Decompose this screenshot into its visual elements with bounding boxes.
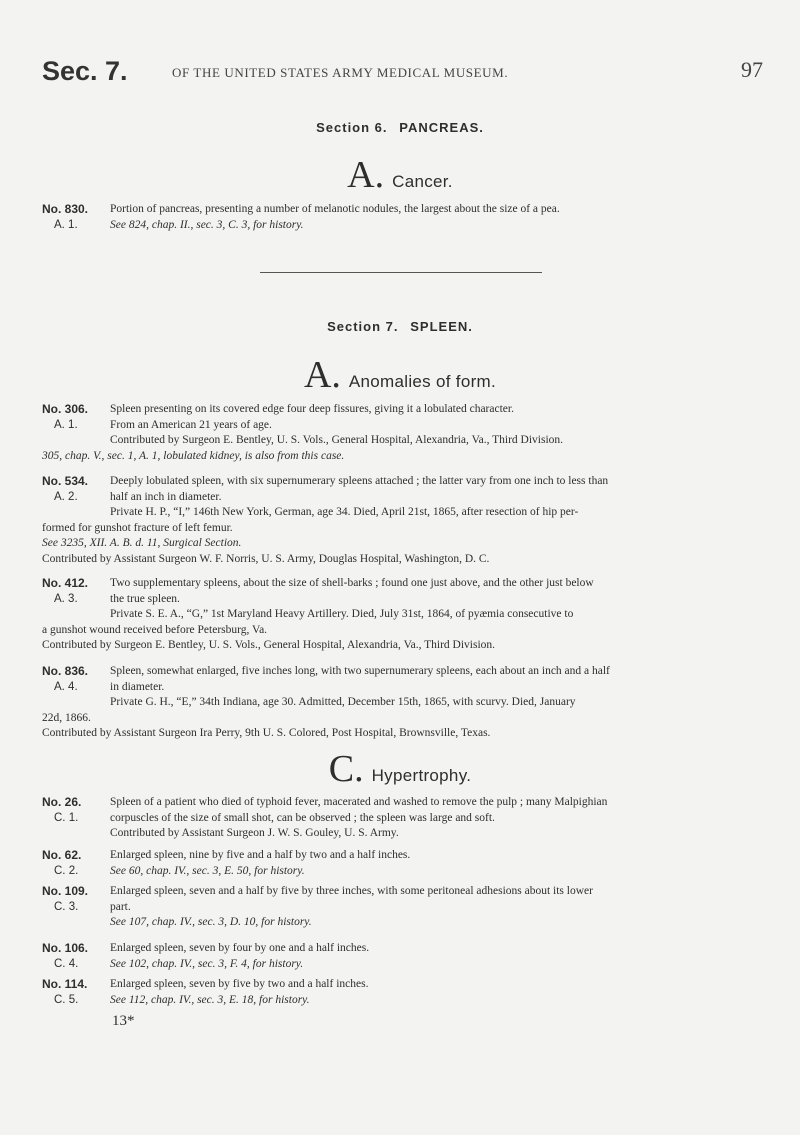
- entry-number: No. 106.: [42, 941, 89, 955]
- entry-reference: See 60, chap. IV., sec. 3, E. 50, for history.: [110, 864, 305, 877]
- section-7-subheading-a: [0, 356, 800, 394]
- entry-number: No. 109.: [42, 884, 89, 898]
- entry-text: Private G. H., “E,” 34th Indiana, age 30. Admitted, December 15th, 1865, with scurvy. Died, January: [110, 696, 576, 709]
- entry-number: No. 26.: [42, 795, 82, 809]
- entry-class: C. 3.: [54, 901, 79, 913]
- section-7-title: [0, 319, 800, 335]
- section-7-subheading-c: [0, 750, 800, 788]
- entry-412: [42, 576, 767, 654]
- entry-reference: See 3235, XII. A. B. d. 11, Surgical Section.: [42, 537, 242, 550]
- section-7-name: SPLEEN.: [410, 319, 473, 334]
- subheading-title: Hypertrophy.: [371, 766, 472, 785]
- entry-number: No. 534.: [42, 474, 89, 488]
- entry-text: the true spleen.: [110, 592, 180, 605]
- entry-class: C. 2.: [54, 865, 79, 877]
- entry-contributor: Contributed by Assistant Surgeon Ira Perry, 9th U. S. Colored, Post Hospital, Brownsville, Texas.: [42, 727, 491, 740]
- entry-number: No. 62.: [42, 848, 82, 862]
- entry-114: [42, 977, 767, 1008]
- entry-text: Portion of pancreas, presenting a number of melanotic nodules, the largest about the size of a pea.: [110, 203, 560, 215]
- entry-text: Enlarged spleen, seven by four by one and a half inches.: [110, 942, 370, 954]
- entry-text: Spleen of a patient who died of typhoid fever, macerated and washed to remove the pulp ; many Malpighian: [110, 796, 608, 808]
- page-number: 97: [741, 57, 763, 82]
- subheading-title: Cancer.: [392, 172, 453, 191]
- entry-text: Spleen, somewhat enlarged, five inches long, with two supernumerary spleens, each about an inch and a half: [110, 665, 610, 677]
- entry-class: A. 3.: [54, 593, 78, 605]
- entry-number: No. 306.: [42, 402, 89, 416]
- entry-text: Spleen presenting on its covered edge four deep fissures, giving it a lobulated character.: [110, 403, 514, 415]
- entry-text: formed for gunshot fracture of left femur.: [42, 521, 233, 534]
- entry-text: Enlarged spleen, nine by five and a half by two and a half inches.: [110, 849, 411, 861]
- entry-contributor: Contributed by Assistant Surgeon W. F. Norris, U. S. Army, Douglas Hospital, Washington, D. C.: [42, 552, 490, 565]
- entry-class: C. 1.: [54, 812, 79, 824]
- entry-62: [42, 848, 767, 879]
- entry-26: [42, 795, 767, 842]
- entry-contributor: Contributed by Assistant Surgeon J. W. S. Gouley, U. S. Army.: [110, 827, 399, 840]
- subheading-title: Anomalies of form.: [348, 372, 497, 391]
- entry-contributor: Contributed by Surgeon E. Bentley, U. S. Vols., General Hospital, Alexandria, Va., Third Division.: [110, 434, 564, 447]
- entry-text: Two supplementary spleens, about the size of shell-barks ; found one just above, and the other just below: [110, 577, 594, 589]
- entry-class: A. 4.: [54, 681, 78, 693]
- entry-reference: See 824, chap. II., sec. 3, C. 3, for history.: [110, 218, 304, 231]
- entry-contributor: Contributed by Surgeon E. Bentley, U. S. Vols., General Hospital, Alexandria, Va., Third Division.: [42, 639, 496, 652]
- section-6-title: [0, 120, 800, 136]
- entry-text: Enlarged spleen, seven by five by two and a half inches.: [110, 978, 369, 990]
- entry-text: in diameter.: [110, 680, 165, 693]
- entry-reference: See 102, chap. IV., sec. 3, F. 4, for history.: [110, 957, 304, 970]
- entry-class: A. 1.: [54, 419, 78, 431]
- entry-class: A. 1.: [54, 219, 78, 231]
- entry-reference: See 107, chap. IV., sec. 3, D. 10, for history.: [110, 916, 312, 929]
- section-7-label: Section 7.: [327, 319, 399, 334]
- entry-number: No. 830.: [42, 202, 89, 216]
- entry-text: a gunshot wound received before Petersburg, Va.: [42, 623, 268, 636]
- subheading-letter: A.: [347, 154, 385, 196]
- page-header: [0, 52, 800, 92]
- entry-106: [42, 941, 767, 972]
- entry-text: 22d, 1866.: [42, 711, 91, 724]
- entry-306: [42, 402, 767, 464]
- entry-reference: See 112, chap. IV., sec. 3, E. 18, for history.: [110, 993, 310, 1006]
- entry-text: corpuscles of the size of small shot, can be observed ; the spleen was large and soft.: [110, 811, 495, 824]
- entry-number: No. 836.: [42, 664, 89, 678]
- entry-830: [42, 202, 767, 233]
- entry-text: part.: [110, 900, 131, 913]
- subheading-letter: A.: [303, 354, 341, 396]
- entry-text: Private S. E. A., “G,” 1st Maryland Heavy Artillery. Died, July 31st, 1864, of pyæmia consecutive to: [110, 608, 574, 621]
- entry-reference: 305, chap. V., sec. 1, A. 1, lobulated kidney, is also from this case.: [42, 449, 345, 462]
- signature-mark: 13*: [112, 1013, 135, 1029]
- section-divider: [260, 272, 542, 273]
- entry-text: Private H. P., “I,” 146th New York, German, age 34. Died, April 21st, 1865, after resection of hip per-: [110, 506, 579, 519]
- entry-text: half an inch in diameter.: [110, 490, 222, 503]
- entry-text: Deeply lobulated spleen, with six supernumerary spleens attached ; the latter vary from one inch to less than: [110, 475, 609, 487]
- entry-class: C. 4.: [54, 958, 79, 970]
- section-6-subheading: [0, 156, 800, 194]
- section-tag: Sec. 7.: [42, 56, 128, 86]
- entry-text: From an American 21 years of age.: [110, 418, 272, 431]
- section-6-name: PANCREAS.: [399, 120, 484, 135]
- entry-text: Enlarged spleen, seven and a half by five by three inches, with some peritoneal adhesions about its lower: [110, 885, 593, 897]
- entry-109: [42, 884, 767, 931]
- entry-534: [42, 474, 767, 568]
- entry-number: No. 114.: [42, 977, 88, 991]
- entry-class: C. 5.: [54, 994, 79, 1006]
- entry-836: [42, 664, 767, 742]
- running-title: OF THE UNITED STATES ARMY MEDICAL MUSEUM.: [172, 65, 509, 80]
- subheading-letter: C.: [328, 748, 364, 790]
- entry-number: No. 412.: [42, 576, 89, 590]
- section-6-label: Section 6.: [316, 120, 388, 135]
- entry-class: A. 2.: [54, 491, 78, 503]
